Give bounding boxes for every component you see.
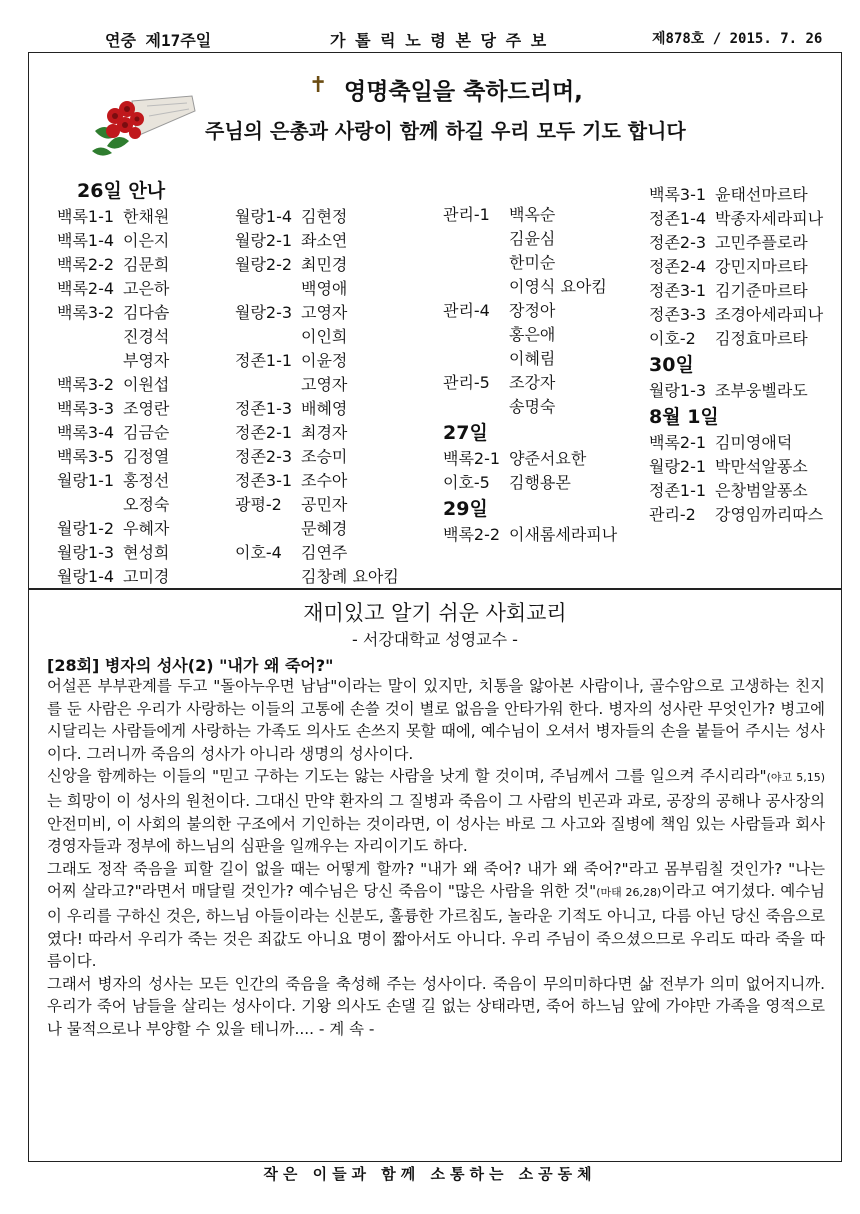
parish-district: 정존1-1 bbox=[235, 351, 293, 370]
member-name: 좌소연 bbox=[301, 231, 348, 250]
member-name: 백옥순 bbox=[509, 205, 556, 224]
member-name: 김연주 bbox=[301, 543, 348, 562]
feast-column-1 bbox=[57, 177, 169, 589]
member-name: 진경석 bbox=[123, 327, 170, 346]
feast-entry bbox=[57, 421, 169, 445]
feast-list bbox=[57, 205, 169, 589]
parish-district: 정존1-3 bbox=[235, 399, 293, 418]
feast-day-heading: 29일 bbox=[443, 498, 488, 520]
feast-entry bbox=[57, 349, 169, 373]
member-name: 이은지 bbox=[123, 231, 170, 250]
parish-district: 백록2-1 bbox=[443, 449, 501, 468]
parish-district: 정존2-1 bbox=[235, 423, 293, 442]
article-section bbox=[28, 588, 842, 1162]
feast-entry bbox=[57, 541, 169, 565]
feast-entry bbox=[649, 303, 823, 327]
member-name: 홍정선 bbox=[123, 471, 170, 490]
feast-entry bbox=[443, 299, 617, 323]
article-text: 이라고 여기셨다. 예수님이 우리를 구하신 것은, 하느님 아들이라는 신분도, 훌륭한 가르침도, 놀라운 기적도 아니고, 다름 아닌 당신 죽음으로였다! 따라서 우리가 죽는 것은 죄값도 아니요 명이 짧아서도 아니다. 우리 주님이 죽으셨으므로 우리도 따라 죽을 따름이다. bbox=[47, 882, 825, 971]
feast-entry bbox=[235, 325, 399, 349]
member-name: 최민경 bbox=[301, 255, 348, 274]
parish-district: 월랑2-2 bbox=[235, 255, 293, 274]
feast-column-4 bbox=[649, 183, 823, 527]
member-name: 이새롬세라피나 bbox=[509, 525, 618, 544]
member-name: 이혜림 bbox=[509, 349, 556, 368]
feast-entry bbox=[57, 325, 169, 349]
feast-entry bbox=[235, 205, 399, 229]
parish-district: 백록3-2 bbox=[57, 375, 115, 394]
feast-entry bbox=[443, 395, 617, 419]
parish-district: 월랑1-4 bbox=[57, 567, 115, 586]
member-name: 김윤심 bbox=[509, 229, 556, 248]
member-name: 조강자 bbox=[509, 373, 556, 392]
feast-entry bbox=[235, 397, 399, 421]
member-name: 김금순 bbox=[123, 423, 170, 442]
member-name: 배혜영 bbox=[301, 399, 348, 418]
parish-district: 월랑2-3 bbox=[235, 303, 293, 322]
member-name: 박만석알퐁소 bbox=[715, 457, 808, 476]
member-name: 강민지마르타 bbox=[715, 257, 808, 276]
feast-entry bbox=[649, 431, 823, 455]
feast-entry bbox=[235, 445, 399, 469]
member-name: 김기준마르타 bbox=[715, 281, 808, 300]
cross-icon: ✝ bbox=[309, 73, 328, 98]
member-name: 김정효마르타 bbox=[715, 329, 808, 348]
member-name: 강영임까리따스 bbox=[715, 505, 824, 524]
feast-entry bbox=[649, 379, 823, 403]
member-name: 이인희 bbox=[301, 327, 348, 346]
parish-district: 월랑1-4 bbox=[235, 207, 293, 226]
parish-district: 백록2-2 bbox=[57, 255, 115, 274]
feast-entry bbox=[235, 301, 399, 325]
article-episode: [28회] 병자의 성사(2) "내가 왜 죽어?" bbox=[47, 656, 334, 675]
parish-district: 관리-1 bbox=[443, 205, 490, 224]
parish-district: 백록2-2 bbox=[443, 525, 501, 544]
article-paragraph bbox=[47, 858, 825, 973]
feast-entry bbox=[235, 469, 399, 493]
parish-district: 정존3-1 bbox=[649, 281, 707, 300]
feast-column-3 bbox=[443, 203, 617, 547]
parish-district: 월랑1-2 bbox=[57, 519, 115, 538]
member-name: 김정열 bbox=[123, 447, 170, 466]
footer-slogan: 작은 이들과 함께 소통하는 소공동체 bbox=[263, 1165, 597, 1183]
article-body bbox=[47, 675, 825, 1041]
article-text: 그래도 정작 죽음을 피할 길이 없을 때는 어떻게 할까? "내가 왜 죽어? 내가 왜 죽어?"라고 몸부림칠 것인가? "나는 어찌 살라고?"라면서 매달릴 것인가? 예수님은 당신 죽음이 "많은 사람을 위한 것" bbox=[47, 859, 825, 901]
parish-district: 백록3-5 bbox=[57, 447, 115, 466]
feast-entry bbox=[649, 183, 823, 207]
parish-district: 백록2-1 bbox=[649, 433, 707, 452]
article-title: 재미있고 알기 쉬운 사회교리 bbox=[303, 601, 567, 625]
issue-date: 제878호 / 2015. 7. 26 bbox=[652, 31, 823, 47]
parish-district: 관리-5 bbox=[443, 373, 490, 392]
parish-district: 정존1-4 bbox=[649, 209, 707, 228]
feast-entry bbox=[235, 421, 399, 445]
member-name: 홍은애 bbox=[509, 325, 556, 344]
feast-entry bbox=[443, 471, 617, 495]
feast-entry bbox=[57, 253, 169, 277]
feast-entry bbox=[443, 323, 617, 347]
member-name: 김다솜 bbox=[123, 303, 170, 322]
parish-district: 월랑2-1 bbox=[649, 457, 707, 476]
member-name: 조부웅벨라도 bbox=[715, 381, 808, 400]
member-name: 우혜자 bbox=[123, 519, 170, 538]
feast-list bbox=[235, 205, 399, 589]
feast-column-2 bbox=[235, 205, 399, 589]
member-name: 조경아세라피나 bbox=[715, 305, 824, 324]
parish-district: 월랑2-1 bbox=[235, 231, 293, 250]
member-name: 오정숙 bbox=[123, 495, 170, 514]
member-name: 부영자 bbox=[123, 351, 170, 370]
parish-district: 정존2-3 bbox=[235, 447, 293, 466]
feast-entry bbox=[443, 523, 617, 547]
article-text: 는 희망이 이 성사의 원천이다. 그대신 만약 환자의 그 질병과 죽음이 그 사람의 빈곤과 과로, 공장의 공해나 공사장의 안전미비, 이 사회의 불의한 구조에서 기인하는 것이라면, 이 성사는 바로 그 사고와 질병에 책임 있는 사람들과 회사경영자들과 정부에 하느님의 심판을 일깨우는 자리이기도 하다. bbox=[47, 791, 825, 856]
member-name: 윤태선마르타 bbox=[715, 185, 808, 204]
member-name: 조승미 bbox=[301, 447, 348, 466]
parish-district: 정존2-3 bbox=[649, 233, 707, 252]
member-name: 송명숙 bbox=[509, 397, 556, 416]
parish-district: 백록3-4 bbox=[57, 423, 115, 442]
bible-reference: (마태 26,28) bbox=[596, 886, 662, 900]
member-name: 고영자 bbox=[301, 303, 348, 322]
member-name: 공민자 bbox=[301, 495, 348, 514]
feast-entry bbox=[649, 231, 823, 255]
feast-entry bbox=[443, 347, 617, 371]
feast-day-section bbox=[28, 52, 842, 590]
parish-district: 백록3-3 bbox=[57, 399, 115, 418]
feast-entry bbox=[235, 565, 399, 589]
feast-entry bbox=[235, 517, 399, 541]
member-name: 조영란 bbox=[123, 399, 170, 418]
feast-entry bbox=[649, 327, 823, 351]
feast-entry bbox=[57, 301, 169, 325]
feast-entry bbox=[57, 469, 169, 493]
feast-entry bbox=[57, 565, 169, 589]
member-name: 양준서요한 bbox=[509, 449, 587, 468]
feast-day-heading: 26일 안나 bbox=[77, 180, 166, 202]
feast-entry bbox=[649, 207, 823, 231]
feast-entry bbox=[57, 445, 169, 469]
member-name: 김미영애덕 bbox=[715, 433, 793, 452]
member-name: 이영식 요아킴 bbox=[509, 277, 607, 296]
feast-entry bbox=[443, 227, 617, 251]
feast-entry bbox=[443, 275, 617, 299]
feast-entry bbox=[235, 541, 399, 565]
article-paragraph bbox=[47, 765, 825, 857]
parish-district: 월랑1-3 bbox=[57, 543, 115, 562]
feast-entry bbox=[443, 251, 617, 275]
feast-day-heading: 30일 bbox=[649, 354, 694, 376]
feast-entry bbox=[443, 447, 617, 471]
parish-district: 관리-4 bbox=[443, 301, 490, 320]
feast-entry bbox=[57, 397, 169, 421]
article-paragraph: 그래서 병자의 성사는 모든 인간의 죽음을 축성해 주는 성사이다. 죽음이 무의미하다면 삶 전부가 의미 없어지니까. 우리가 죽어 남들을 살리는 성사이다. 기왕 의사도 손댈 길 없는 상태라면, 죽어 하느님 앞에 가야만 가족을 영적으로나 물적으로나 부양할 수 있을 테니까.... - 계 속 - bbox=[47, 974, 825, 1038]
feast-entry bbox=[235, 229, 399, 253]
feast-entry bbox=[235, 253, 399, 277]
parish-district: 정존3-1 bbox=[235, 471, 293, 490]
feast-day-heading: 8월 1일 bbox=[649, 406, 719, 428]
feast-entry bbox=[649, 255, 823, 279]
parish-district: 월랑1-1 bbox=[57, 471, 115, 490]
parish-district: 이호-4 bbox=[235, 543, 282, 562]
feast-entry bbox=[57, 205, 169, 229]
member-name: 한채원 bbox=[123, 207, 170, 226]
parish-district: 월랑1-3 bbox=[649, 381, 707, 400]
member-name: 은창범알퐁소 bbox=[715, 481, 808, 500]
feast-entry bbox=[235, 373, 399, 397]
parish-district: 관리-2 bbox=[649, 505, 696, 524]
member-name: 현성희 bbox=[123, 543, 170, 562]
member-name: 박종자세라피나 bbox=[715, 209, 824, 228]
member-name: 조수아 bbox=[301, 471, 348, 490]
feast-entry bbox=[649, 279, 823, 303]
feast-entry bbox=[649, 503, 823, 527]
feast-subtitle: 주님의 은총과 사랑이 함께 하길 우리 모두 기도 합니다 bbox=[205, 119, 686, 143]
feast-entry bbox=[57, 229, 169, 253]
feast-entry bbox=[235, 277, 399, 301]
feast-entry bbox=[57, 277, 169, 301]
feast-entry bbox=[235, 349, 399, 373]
member-name: 최경자 bbox=[301, 423, 348, 442]
member-name: 한미순 bbox=[509, 253, 556, 272]
article-paragraph: 어설픈 부부관계를 두고 "돌아누우면 남남"이라는 말이 있지만, 치통을 앓아본 사람이나, 골수암으로 고생하는 친지를 둔 사람은 우리가 사랑하는 이들의 고통에 손쓸 것이 별로 없음을 안타가워 한다. 병자의 성사란 무엇인가? 병고에 시달리는 사람들에게 사랑하는 가족도 의사도 손쓰지 못할 때에, 예수님이 오셔서 병자들의 손을 붙들어 주시는 성사이다. 그러니까 죽음의 성사가 아니라 생명의 성사이다. bbox=[47, 677, 825, 763]
flower-bouquet-icon bbox=[87, 81, 197, 161]
parish-district: 백록3-1 bbox=[649, 185, 707, 204]
feast-entry bbox=[443, 203, 617, 227]
member-name: 백영애 bbox=[301, 279, 348, 298]
feast-entry bbox=[57, 373, 169, 397]
member-name: 문혜경 bbox=[301, 519, 348, 538]
week-label: 연중 제17주일 bbox=[105, 31, 212, 50]
member-name: 김문희 bbox=[123, 255, 170, 274]
parish-district: 정존2-4 bbox=[649, 257, 707, 276]
feast-entry bbox=[57, 517, 169, 541]
member-name: 김행용몬 bbox=[509, 473, 571, 492]
feast-entry bbox=[443, 371, 617, 395]
parish-district: 백록1-4 bbox=[57, 231, 115, 250]
member-name: 장정아 bbox=[509, 301, 556, 320]
member-name: 이윤정 bbox=[301, 351, 348, 370]
parish-district: 백록2-4 bbox=[57, 279, 115, 298]
parish-district: 이호-2 bbox=[649, 329, 696, 348]
feast-entry bbox=[235, 493, 399, 517]
member-name: 고미경 bbox=[123, 567, 170, 586]
feast-entry bbox=[649, 455, 823, 479]
parish-district: 정존3-3 bbox=[649, 305, 707, 324]
feast-day-heading: 27일 bbox=[443, 422, 488, 444]
bible-reference: (야고 5,15) bbox=[766, 771, 825, 785]
parish-district: 백록1-1 bbox=[57, 207, 115, 226]
feast-entry bbox=[649, 479, 823, 503]
member-name: 고민주플로라 bbox=[715, 233, 808, 252]
member-name: 김창례 요아킴 bbox=[301, 567, 399, 586]
member-name: 고은하 bbox=[123, 279, 170, 298]
parish-district: 정존1-1 bbox=[649, 481, 707, 500]
feast-entry bbox=[57, 493, 169, 517]
parish-district: 광평-2 bbox=[235, 495, 282, 514]
bulletin-name: 가 톨 릭 노 령 본 당 주 보 bbox=[330, 31, 547, 50]
member-name: 김현정 bbox=[301, 207, 348, 226]
article-text: 신앙을 함께하는 이들의 "믿고 구하는 기도는 앓는 사람을 낫게 할 것이며, 주님께서 그를 일으켜 주시리라" bbox=[47, 767, 767, 786]
member-name: 고영자 bbox=[301, 375, 348, 394]
article-author: - 서강대학교 성영교수 - bbox=[352, 630, 518, 649]
member-name: 이원섭 bbox=[123, 375, 170, 394]
feast-title: 영명축일을 축하드리며, bbox=[344, 79, 583, 105]
parish-district: 백록3-2 bbox=[57, 303, 115, 322]
parish-district: 이호-5 bbox=[443, 473, 490, 492]
